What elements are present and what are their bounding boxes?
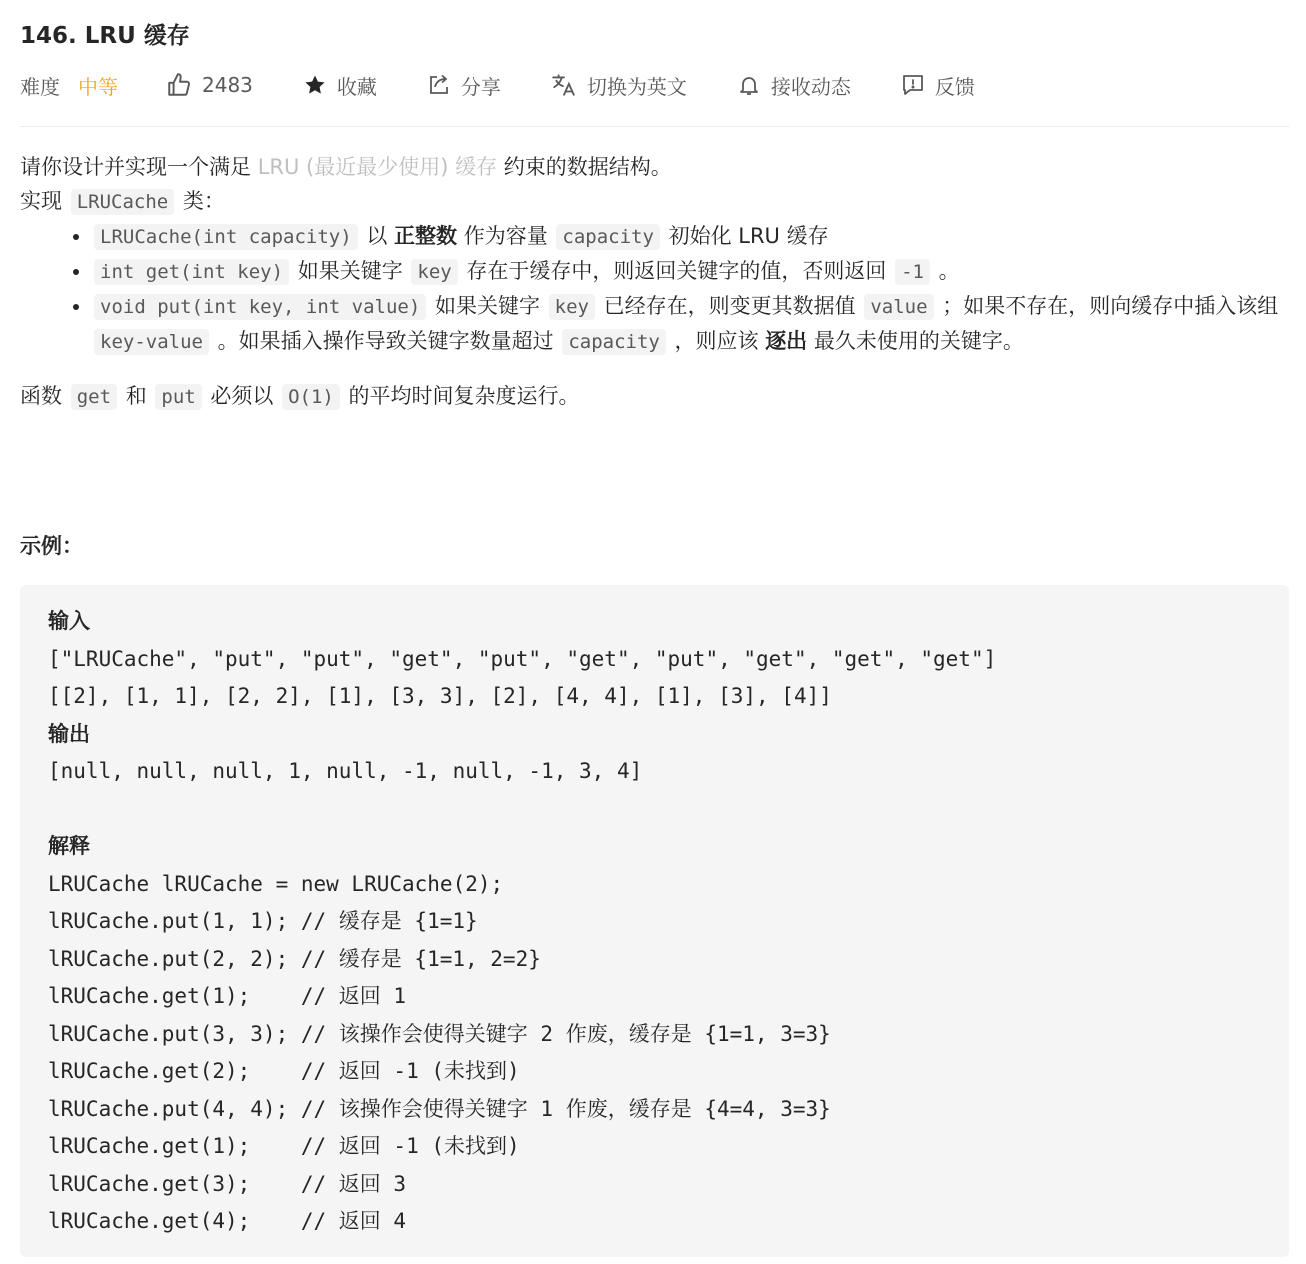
explain-line: LRUCache lRUCache = new LRUCache(2); (48, 871, 504, 896)
share-icon (427, 73, 451, 97)
explain-line: lRUCache.put(1, 1); // 缓存是 {1=1} (48, 909, 478, 933)
switch-language-button[interactable] (551, 71, 687, 100)
feedback-button[interactable] (901, 71, 975, 100)
list-item (92, 289, 1290, 359)
list-text: 最久未使用的关键字。 (807, 329, 1024, 353)
method-list (20, 219, 1290, 359)
output-line: [null, null, null, 1, null, -1, null, -1, 3, 4] (48, 759, 643, 783)
output-label: 输出 (48, 721, 90, 746)
inline-code: int get(int key) (94, 259, 289, 285)
difficulty-value: 中等 (78, 74, 118, 99)
complexity-paragraph (20, 379, 1290, 414)
intro-text: 请你设计并实现一个满足 (20, 155, 258, 179)
explain-label: 解释 (48, 834, 90, 858)
explain-line: lRUCache.put(2, 2); // 缓存是 {1=1, 2=2} (48, 946, 541, 971)
example-title: 示例： (20, 534, 83, 558)
problem-meta-bar (20, 68, 1025, 102)
explain-line: lRUCache.get(4); // 返回 4 (48, 1209, 407, 1233)
inline-code: -1 (895, 259, 930, 285)
func-text: 和 (119, 384, 154, 408)
explain-line: lRUCache.get(3); // 返回 3 (48, 1171, 407, 1196)
list-text: 已经存在，则变更其数据值 (596, 294, 863, 318)
thumbs-up-icon (166, 72, 192, 98)
intro-text-end: 约束的数据结构。 (497, 155, 672, 179)
translate-icon (551, 72, 577, 98)
list-text: ；如果不存在，则向缓存中插入该组 (935, 294, 1279, 318)
explain-line: lRUCache.get(1); // 返回 -1 (未找到) (48, 1134, 520, 1158)
star-icon (303, 73, 327, 97)
problem-description (20, 150, 1290, 414)
input-label: 输入 (48, 609, 90, 633)
inline-code: key-value (94, 329, 209, 355)
inline-code: capacity (556, 224, 660, 250)
lru-link[interactable]: LRU (最近最少使用) 缓存 (257, 155, 498, 179)
list-text: 以 (359, 224, 395, 248)
example-block (20, 585, 1289, 1257)
list-text: 。如果插入操作导致关键字数量超过 (210, 329, 561, 353)
func-text: 的平均时间复杂度运行。 (341, 384, 580, 408)
inline-code: key (411, 259, 457, 285)
inline-code: key (549, 294, 595, 320)
blank-line (48, 791, 1261, 829)
list-text: 如果关键字 (428, 294, 547, 318)
explain-line: lRUCache.get(1); // 返回 1 (48, 984, 407, 1008)
bell-icon (737, 73, 761, 97)
impl-text: 实现 (20, 189, 69, 213)
list-text: 作为容量 (457, 224, 555, 248)
inline-code: LRUCache (71, 189, 175, 215)
inline-code: void put(int key, int value) (94, 294, 426, 320)
inline-code: put (155, 384, 201, 410)
list-text: 存在于缓存中，则返回关键字的值，否则返回 (459, 259, 894, 283)
input-line-2: [[2], [1, 1], [2, 2], [1], [3, 3], [2], [4, 4], [1], [3], [4]] (48, 684, 832, 708)
explain-line: lRUCache.put(4, 4); // 该操作会使得关键字 1 作废，缓存是 {4=4, 3=3} (48, 1096, 831, 1121)
inline-code: LRUCache(int capacity) (94, 224, 358, 250)
switch-language-label: 切换为英文 (586, 74, 687, 99)
subscribe-label: 接收动态 (770, 74, 851, 99)
input-line-1: ["LRUCache", "put", "put", "get", "put", "get", "put", "get", "get", "get"] (48, 646, 997, 671)
like-count: 2483 (202, 73, 253, 97)
explain-line: lRUCache.put(3, 3); // 该操作会使得关键字 2 作废，缓存是 {1=1, 3=3} (48, 1021, 831, 1046)
list-text: ，则应该 (667, 329, 766, 353)
subscribe-button[interactable] (737, 71, 851, 100)
share-label: 分享 (460, 74, 501, 99)
func-text: 函数 (20, 384, 69, 408)
list-text: 如果关键字 (291, 259, 410, 283)
list-item (92, 254, 1290, 289)
favorite-label: 收藏 (336, 74, 377, 99)
header-divider (20, 126, 1289, 127)
impl-paragraph (20, 184, 1290, 219)
list-item (92, 219, 1290, 254)
favorite-button[interactable] (303, 71, 377, 100)
share-button[interactable] (427, 71, 501, 100)
func-text: 必须以 (203, 384, 281, 408)
inline-code: get (71, 384, 117, 410)
list-text: 。 (931, 259, 960, 283)
intro-paragraph (20, 150, 1290, 184)
impl-text-end: 类： (176, 189, 225, 213)
difficulty-label: 难度 (20, 74, 60, 99)
spacer (20, 359, 1290, 379)
feedback-icon (901, 73, 925, 97)
inline-code: value (864, 294, 933, 320)
feedback-label: 反馈 (934, 74, 975, 99)
problem-title: 146. LRU 缓存 (20, 23, 190, 49)
bold-text: 逐出 (765, 329, 808, 353)
inline-code: capacity (562, 329, 666, 355)
like-button[interactable] (166, 72, 253, 98)
explain-line: lRUCache.get(2); // 返回 -1 (未找到) (48, 1059, 520, 1083)
bold-text: 正整数 (394, 224, 458, 248)
inline-code: O(1) (282, 384, 340, 410)
list-text: 初始化 LRU 缓存 (661, 224, 829, 248)
